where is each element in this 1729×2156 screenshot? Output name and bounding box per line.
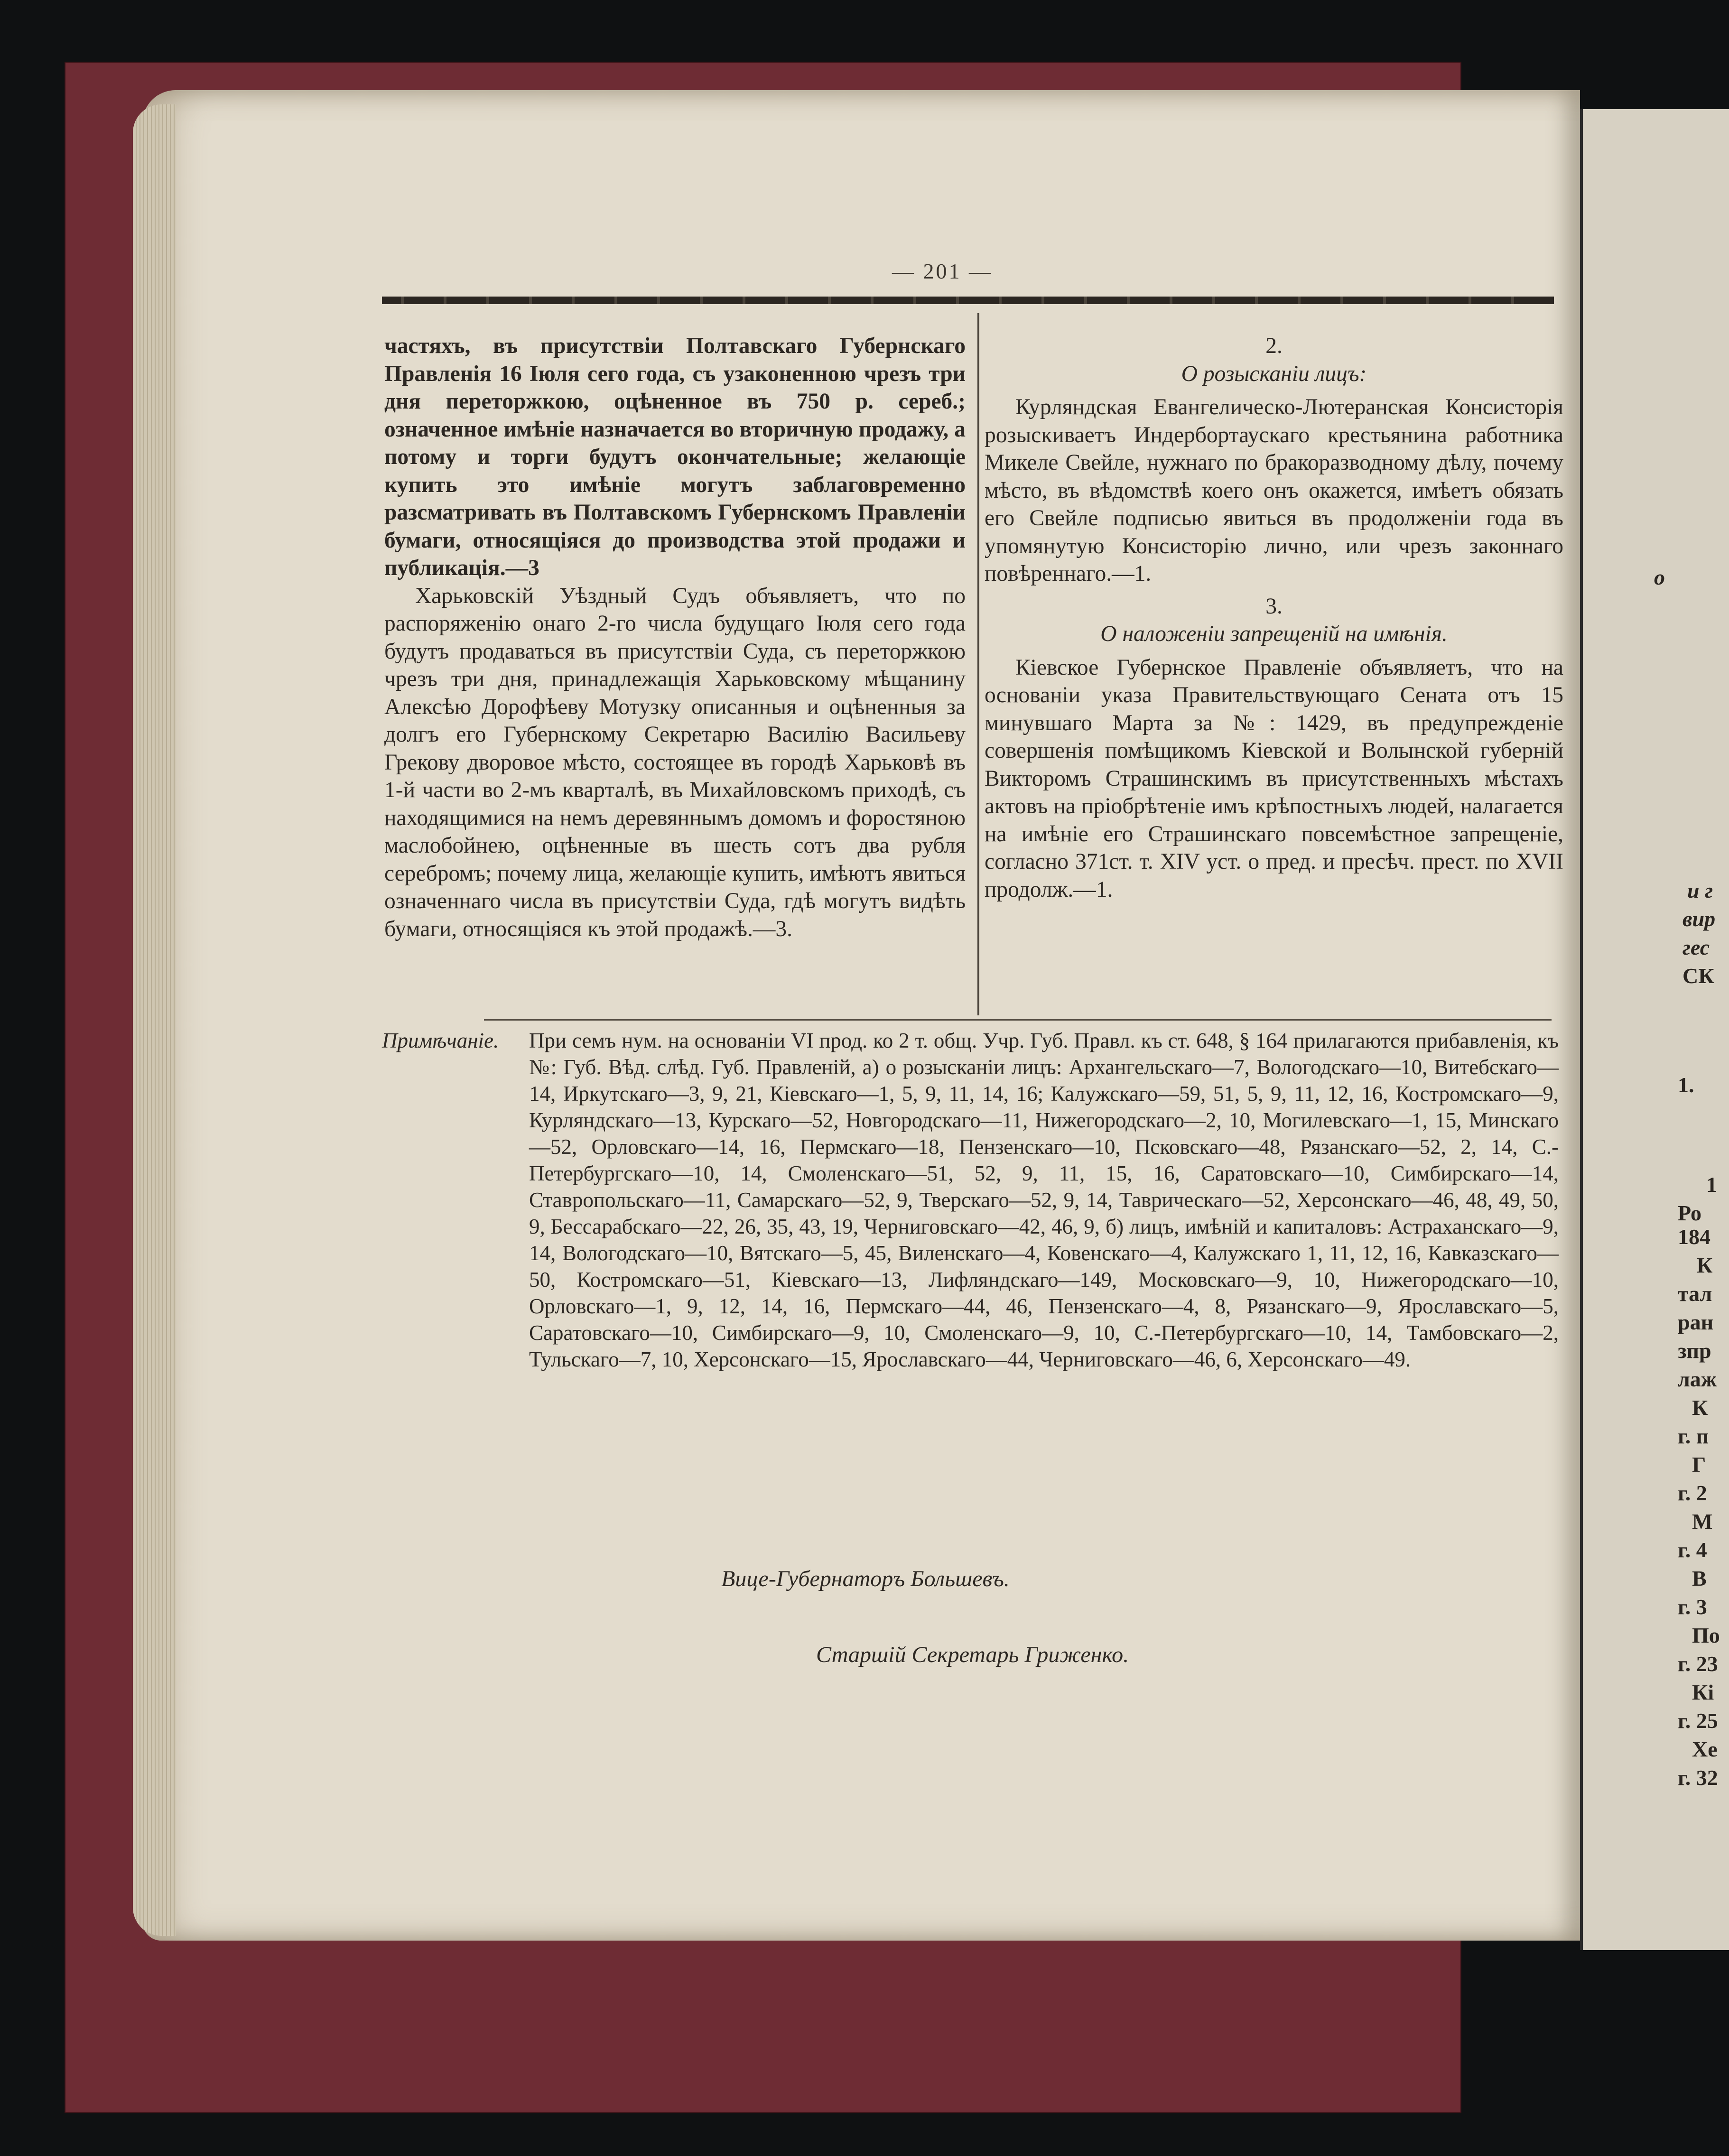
next-page-fragment: г. п bbox=[1678, 1424, 1709, 1448]
next-page-fragment: 1. bbox=[1678, 1073, 1694, 1097]
note-text: При семъ нум. на основаніи VI прод. ко 2 т. общ. Учр. Губ. Правл. къ ст. 648, § 164 прилагаются прибавленія, къ №: Губ. Вѣд. слѣд. Губ. Правленій, а) о розысканіи лицъ: Архангельскаго—7, Вологодскаго—10, Витебскаго—14, Иркутскаго—3, 9, 21, Кіевскаго—1, 5, 9, 11, 14, 16; Калужскаго—59, 51, 5, 9, 11, 12, 16, Костромскаго—9, Курляндскаго—13, Курскаго—52, Новгородскаго—11, Нижегородскаго—2, 10, Могилевскаго—1, 15, Минскаго—52, Орловскаго—14, 16, Пермскаго—18, Пензенскаго—10, Псковскаго—48, Рязанскаго—52, 2, 14, С.-Петербургскаго—10, 14, Смоленскаго—51, 52, 9, 11, 15, 16, Саратовскаго—10, Симбирскаго—14, Ставропольскаго—11, Самарскаго—52, 9, Тверскаго—52, 9, 14, Таврическаго—52, Херсонскаго—46, 48, 49, 50, 9, Бессарабскаго—22, 26, 35, 43, 19, Черниговскаго—42, 46, 9, б) лицъ, имѣній и капиталовъ: Астраханскаго—9, 14, Вологодскаго—10, Вятскаго—5, 45, Виленскаго—4, Ковенскаго—4, Калужскаго 1, 11, 12, 16, Кавказскаго—50, Костромскаго—51, Кіевскаго—13, Лифляндскаго—149, Московскаго—9, 10, Нижегородскаго—10, Орловскаго—1, 9, 12, 14, 16, Пермскаго—44, 46, Пензенскаго—4, 8, Рязанскаго—9, Ярославскаго—5, Саратовскаго—10, Симбирскаго—9, 10, Смоленскаго—9, 10, С.-Петербургскаго—10, 14, Тамбовскаго—2, Тульскаго—7, 10, Херсонскаго—15, Ярославскаго—44, Черниговскаго—46, 6, Херсонскаго—49. bbox=[529, 1029, 1559, 1371]
next-page-fragment: г. 25 bbox=[1678, 1709, 1718, 1733]
next-page-fragment: ран bbox=[1678, 1310, 1714, 1334]
vice-governor-signature: Вице-Губернаторъ Большевъ. bbox=[721, 1566, 1010, 1591]
kharkov-court-notice: Харьковскій Уѣздный Судъ объявляетъ, что по распоряженію онаго 2-го числа будущаго Іюля сего года будутъ продаваться въ присутствіи Суда, съ переторжкою чрезъ три дня, принадлежащія Харьковскому мѣщанину Алексѣю Дорофѣеву Мотузку описанныя и оцѣненныя за долгъ его Губернскому Секретарю Василію Васильеву Грекову дворовое мѣсто, состоящее въ городѣ Харьковѣ въ 1-й части во 2-мъ кварталѣ, въ Михайловскомъ приходѣ, съ находящимися на немъ деревяннымъ домомъ и форостяною маслобойнею, оцѣненные въ шесть сотъ два рубля серебромъ; почему лица, желающіе купить, имѣютъ явиться означеннаго числа въ присутствіи Суда, гдѣ могутъ видѣть бумаги, относящіяся къ этой продажѣ.—3. bbox=[384, 583, 966, 941]
secretary-signature: Старшій Секретарь Гриженко. bbox=[816, 1642, 1129, 1667]
next-page-fragment: зпр bbox=[1678, 1338, 1711, 1363]
next-page-fragment: К bbox=[1692, 1395, 1708, 1420]
section-3-number: 3. bbox=[1265, 594, 1283, 619]
next-page-fragment: 184 bbox=[1678, 1225, 1710, 1249]
column-divider bbox=[977, 313, 979, 1015]
section-2-number: 2. bbox=[1265, 334, 1283, 358]
left-column bbox=[384, 332, 966, 943]
next-page-fragment: г. 2 bbox=[1678, 1481, 1707, 1505]
next-page-fragment: г. 3 bbox=[1678, 1595, 1707, 1619]
next-page-fragment: г. 32 bbox=[1678, 1766, 1718, 1790]
next-page-fragment: По bbox=[1692, 1623, 1720, 1647]
note-label: Примѣчаніе. bbox=[382, 1029, 499, 1052]
next-page-fragment: Г bbox=[1692, 1452, 1706, 1477]
next-page-fragment: 1 bbox=[1706, 1172, 1717, 1197]
poltava-sale-notice: частяхъ, въ присутствіи Полтавскаго Губернскаго Правленія 16 Іюля сего года, съ узаконенною чрезъ три дня переторжкою, оцѣненное въ 750 р. сереб.; означенное имѣніе назначается во вторичную продажу, а потому и торги будутъ окончательные; желающіе купить это имѣніе могутъ заблаговременно разсматривать въ Полтавскомъ Губернскомъ Правленіи бумаги, относящіяся до производства этой продажи и публикація.—3 bbox=[384, 334, 966, 580]
right-column bbox=[985, 332, 1563, 903]
header-rule bbox=[382, 297, 1554, 304]
next-page-fragment: Кі bbox=[1692, 1680, 1714, 1704]
next-page-fragment: В bbox=[1692, 1566, 1707, 1590]
section-3-title: О наложеніи запрещеній на имѣнія. bbox=[1100, 622, 1448, 646]
next-page-fragment: и г bbox=[1687, 878, 1713, 902]
page-number: — 201 — bbox=[892, 259, 993, 283]
next-page-fragment: СК bbox=[1683, 964, 1714, 988]
next-page-fragment: Хе bbox=[1692, 1737, 1718, 1761]
section-2-title: О розысканіи лицъ: bbox=[1181, 361, 1367, 386]
section-2-text: Курляндская Евангелическо-Лютеранская Консисторія розыскиваетъ Индербортаускаго крестьянина работника Микеле Свейле, нужнаго по бракоразводному дѣлу, почему мѣсто, въ вѣдомствѣ коего онъ окажется, имѣетъ обязать его Свейле подписью явиться въ продолженіи года въ упомянутую Консисторію лично, или чрезъ законнаго повѣреннаго.—1. bbox=[985, 395, 1563, 586]
next-page-fragment: лаж bbox=[1678, 1367, 1717, 1391]
next-page-fragment: Ро bbox=[1678, 1201, 1701, 1225]
next-page-fragment: г. 4 bbox=[1678, 1538, 1707, 1562]
page-stack-edge bbox=[133, 104, 176, 1936]
next-page-fragment: г. 23 bbox=[1678, 1652, 1718, 1676]
next-page-fragment: К bbox=[1697, 1253, 1713, 1277]
footnote bbox=[382, 1027, 1559, 1373]
next-page-fragment: гес bbox=[1683, 935, 1710, 959]
next-page-fragment: вир bbox=[1683, 907, 1716, 931]
section-3-text: Кіевское Губернское Правленіе объявляетъ, что на основаніи указа Правительствующаго Сената отъ 15 минувшаго Марта за №: 1429, въ предупрежденіе совершенія помѣщикомъ Кіевской и Волынской губерній Викторомъ Страшинскимъ въ присутственныхъ мѣстахъ актовъ на пріобрѣтеніе имъ крѣпостныхъ людей, налагается на имѣніе его Страшинскаго повсемѣстное запрещеніе, согласно 371ст. т. XIV уст. о пред. и пресѣч. прест. по XVII продолж.—1. bbox=[985, 655, 1563, 902]
next-page-edge bbox=[1580, 109, 1729, 1950]
note-rule bbox=[484, 1019, 1552, 1021]
next-page-fragment: тал bbox=[1678, 1282, 1712, 1306]
next-page-fragment: М bbox=[1692, 1509, 1713, 1533]
next-page-fragment: о bbox=[1654, 565, 1665, 589]
